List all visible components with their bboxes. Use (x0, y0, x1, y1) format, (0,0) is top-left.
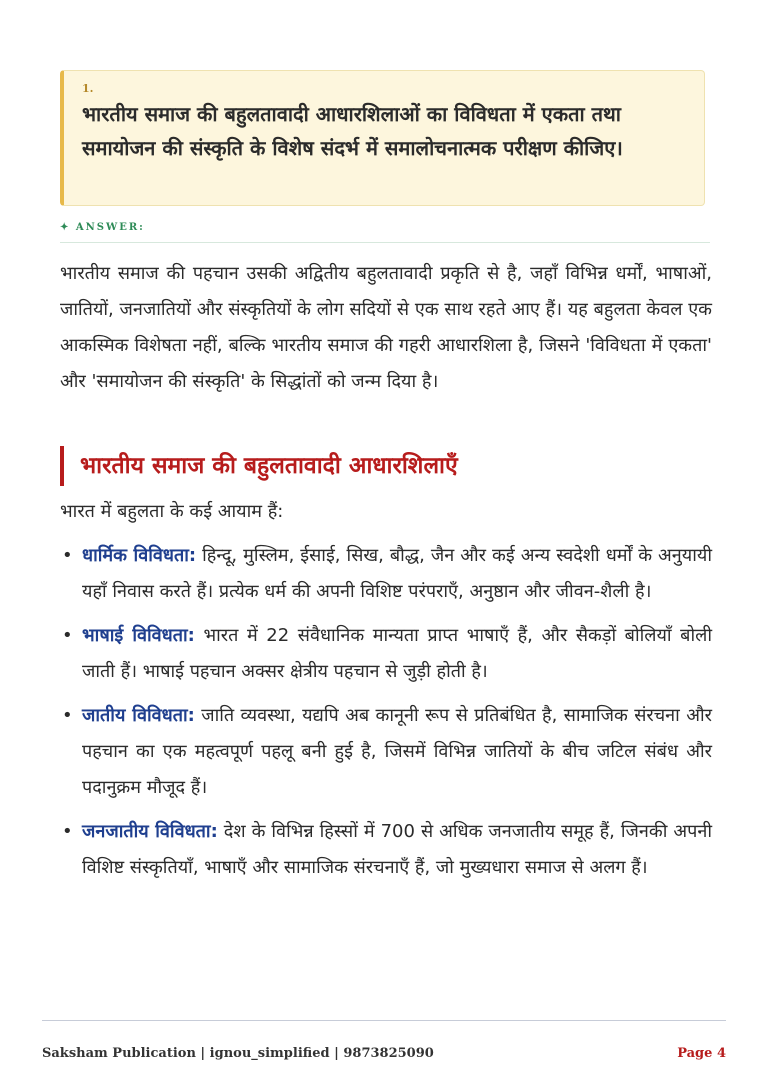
bullet-term: धार्मिक विविधता: (82, 545, 197, 566)
footer-publisher: Saksham Publication | ignou_simplified | 9873825090 (42, 1046, 434, 1061)
bullet-text: जाति व्यवस्था, यद्यपि अब कानूनी रूप से प्रतिबंधित है, सामाजिक संरचना और पहचान का एक महत्वपूर्ण पहलू बनी हुई है, जिसमें विभिन्न जातियों के बीच जटिल संबंध और पदानुक्रम मौजूद हैं। (82, 705, 712, 798)
bullet-list (60, 538, 712, 894)
bullet-dot-icon: • (62, 821, 73, 842)
bullet-dot-icon: • (62, 625, 73, 646)
question-box (60, 70, 705, 206)
footer-divider (42, 1020, 726, 1021)
bullet-dot-icon: • (62, 705, 73, 726)
bullet-dot-icon: • (62, 545, 73, 566)
answer-label: ✦ ANSWER: (60, 222, 145, 233)
bullet-item (60, 814, 712, 886)
bullet-item (60, 618, 712, 690)
bullet-term: जातीय विविधता: (82, 705, 195, 726)
section-heading: भारतीय समाज की बहुलतावादी आधारशिलाएँ (60, 446, 710, 486)
lead-sentence: भारत में बहुलता के कई आयाम हैं: (60, 501, 284, 522)
bullet-text: देश के विभिन्न हिस्सों में 700 से अधिक जनजातीय समूह हैं, जिनकी अपनी विशिष्ट संस्कृतियाँ, भाषाएँ और सामाजिक संरचनाएँ हैं, जो मुख्यधारा समाज से अलग हैं। (82, 821, 712, 878)
answer-divider (60, 242, 710, 243)
bullet-term: भाषाई विविधता: (82, 625, 195, 646)
bullet-text: भारत में 22 संवैधानिक मान्यता प्राप्त भाषाएँ हैं, और सैकड़ों बोलियाँ बोली जाती हैं। भाषाई पहचान अक्सर क्षेत्रीय पहचान से जुड़ी होती है। (82, 625, 712, 682)
bullet-text: हिन्दू, मुस्लिम, ईसाई, सिख, बौद्ध, जैन और कई अन्य स्वदेशी धर्मों के अनुयायी यहाँ निवास करते हैं। प्रत्येक धर्म की अपनी विशिष्ट परंपराएँ, अनुष्ठान और जीवन-शैली है। (82, 545, 712, 602)
question-number: 1. (82, 82, 94, 95)
question-text: भारतीय समाज की बहुलतावादी आधारशिलाओं का विविधता में एकता तथा समायोजन की संस्कृति के विशेष संदर्भ में समालोचनात्मक परीक्षण कीजिए। (82, 102, 623, 160)
bullet-item (60, 538, 712, 610)
page-number: Page 4 (677, 1046, 726, 1061)
bullet-term: जनजातीय विविधता: (82, 821, 218, 842)
intro-paragraph: भारतीय समाज की पहचान उसकी अद्वितीय बहुलतावादी प्रकृति से है, जहाँ विभिन्न धर्मों, भाषाओं, जातियों, जनजातियों और संस्कृतियों के लोग सदियों से एक साथ रहते आए हैं। यह बहुलता केवल एक आकस्मिक विशेषता नहीं, बल्कि भारतीय समाज की गहरी आधारशिला है, जिसने 'विविधता में एकता' और 'समायोजन की संस्कृति' के सिद्धांतों को जन्म दिया है। (60, 263, 712, 392)
bullet-item (60, 698, 712, 806)
